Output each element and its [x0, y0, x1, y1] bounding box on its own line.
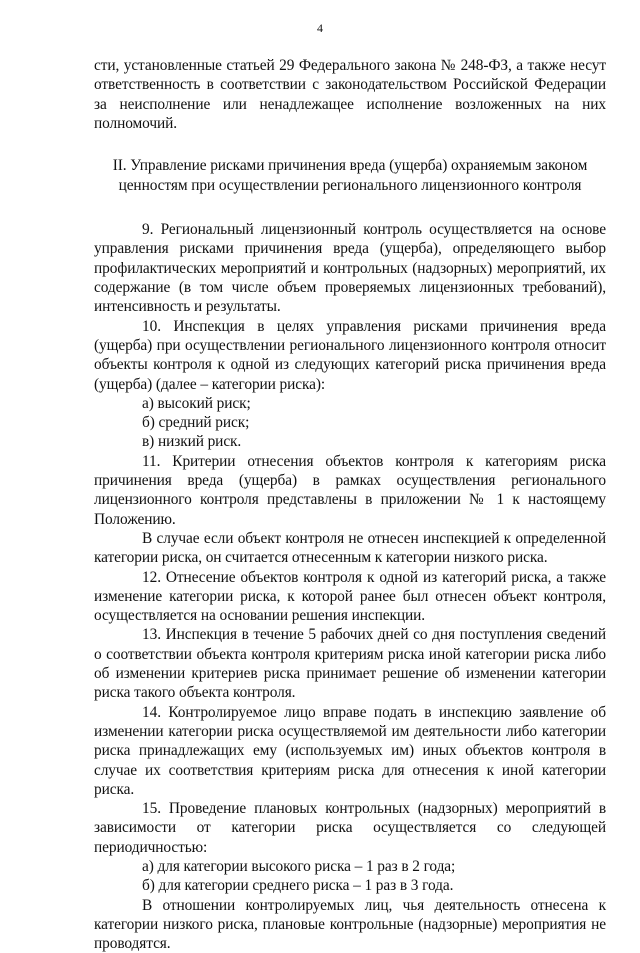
list-item-medium-risk-frequency: б) для категории среднего риска – 1 раз в 3 года. [142, 877, 454, 895]
paragraph-9: 9. Региональный лицензионный контроль осуществляется на основе управления рисками причинения вреда (ущерба), определяющего выбор профилактических мероприятий и контрольных (надзорных) мероприятий, их содержание (в том числе объем проверяемых лицензионных требований), интенсивность и результаты. [94, 221, 606, 316]
continuation-paragraph: сти, установленные статьей 29 Федерального закона № 248-ФЗ, а также несут ответственность в соответствии с законодательством Российской Федерации за неисполнение или ненадлежащее исполнение возложенных на них полномочий. [94, 57, 606, 132]
paragraph-11-continued: В случае если объект контроля не отнесен инспекцией к определенной категории риска, он считается отнесенным к категории низкого риска. [94, 529, 606, 567]
list-item-medium-risk: б) средний риск; [142, 414, 250, 432]
paragraph-11: 11. Критерии отнесения объектов контроля к категориям риска причинения вреда (ущерба) в рамках осуществления регионального лицензионного контроля представлены в приложении № 1 к настоящему Положению. [94, 452, 606, 528]
list-item-low-risk: в) низкий риск. [142, 433, 242, 451]
paragraph-15: 15. Проведение плановых контрольных (надзорных) мероприятий в зависимости от категории риска осуществляется со следующей периодичностью: [94, 800, 606, 856]
document-body [94, 56, 606, 953]
list-item-high-risk: а) высокий риск; [142, 394, 251, 412]
paragraph-14: 14. Контролируемое лицо вправе подать в инспекцию заявление об изменении категории риска осуществляемой им деятельности либо категории риска принадлежащих ему (используемых им) иных объектов контроля в случае их соответствия критериям риска для отнесения к иной категории риска. [94, 703, 606, 798]
paragraph-13: 13. Инспекция в течение 5 рабочих дней со дня поступления сведений о соответствии объекта контроля критериям риска иной категории риска либо об изменении критериев риска принимает решение об изменении категории риска такого объекта контроля. [94, 626, 606, 702]
page-number: 4 [317, 21, 323, 35]
paragraph-12: 12. Отнесение объектов контроля к одной из категорий риска, а также изменение категории риска, к которой ранее был отнесен объект контроля, осуществляется на основании решения инспекции. [94, 568, 606, 625]
paragraph-10: 10. Инспекция в целях управления рисками причинения вреда (ущерба) при осуществлении регионального лицензионного контроля относит объекты контроля к одной из следующих категорий риска причинения вреда (ущерба) (далее – категории риска): [94, 317, 606, 393]
paragraph-15-continued: В отношении контролируемых лиц, чья деятельность отнесена к категории низкого риска, плановые контрольные (надзорные) мероприятия не проводятся. [94, 896, 606, 953]
list-item-high-risk-frequency: а) для категории высокого риска – 1 раз в 2 года; [142, 857, 456, 875]
section-heading: II. Управление рисками причинения вреда (ущерба) охраняемым законом ценностям при осуществлении регионального лицензионного контроля [112, 157, 588, 195]
